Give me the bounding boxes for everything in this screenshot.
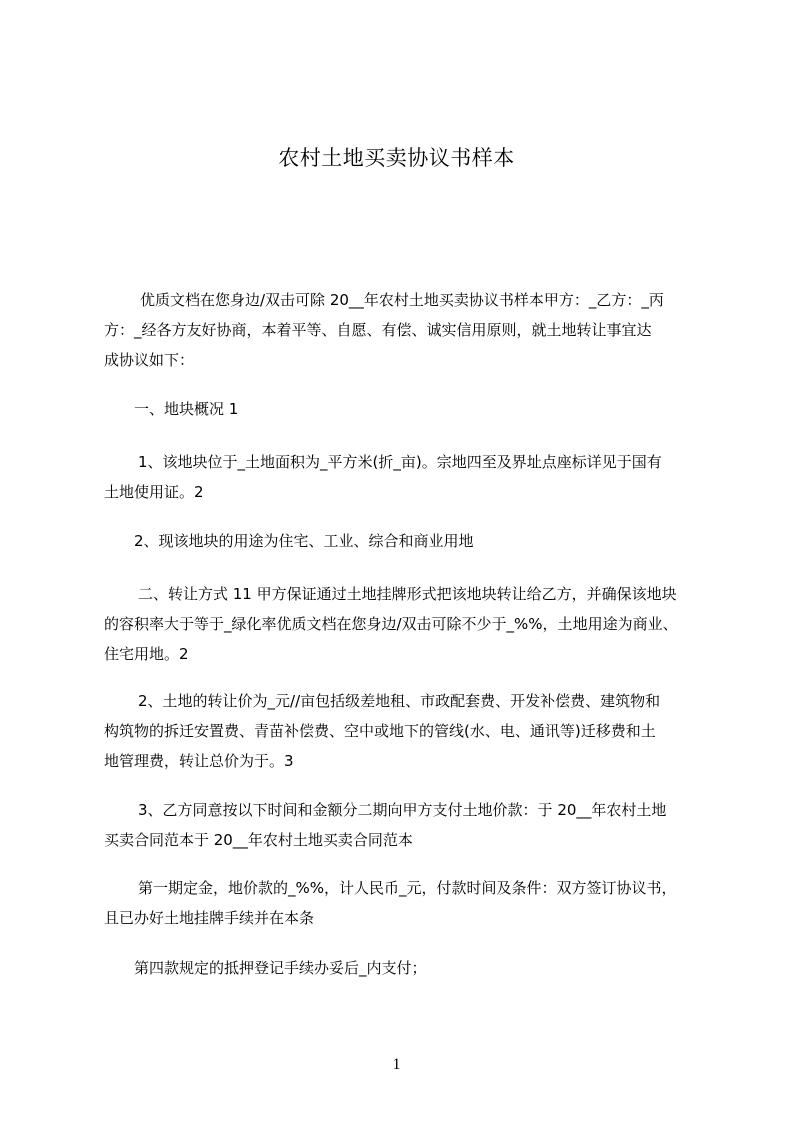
page-number: 1 xyxy=(392,1056,401,1073)
paragraph-mortgage-registration xyxy=(104,953,694,983)
paragraph-line: 地管理费，转让总价为于。3 xyxy=(104,752,294,770)
section-heading-plot-overview xyxy=(104,394,694,424)
section-heading-transfer-method xyxy=(104,579,694,669)
paragraph-line: 第四款规定的抵押登记手续办妥后_内支付； xyxy=(134,959,427,977)
document-title: 农村土地买卖协议书样本 xyxy=(278,146,515,170)
paragraph-line: 土地使用证。2 xyxy=(104,483,204,501)
paragraph-line: 1、该地块位于_土地面积为_平方米(折_亩)。宗地四至及界址点座标详见于国有 xyxy=(138,453,662,471)
paragraph-transfer-price xyxy=(104,686,694,776)
paragraph-line: 二、转让方式 11 甲方保证通过土地挂牌形式把该地块转让给乙方，并确保该地块 xyxy=(138,585,677,603)
paragraph-payment-schedule xyxy=(104,795,694,855)
paragraph-line: 且已办好土地挂牌手续并在本条 xyxy=(104,909,315,927)
paragraph-line: 2、土地的转让价为_元//亩包括级差地租、市政配套费、开发补偿费、建筑物和 xyxy=(138,692,661,710)
paragraph-preamble xyxy=(104,285,694,375)
paragraph-line: 第一期定金，地价款的_%%，计人民币_元，付款时间及条件：双方签订协议书， xyxy=(138,879,677,897)
paragraph-line: 构筑物的拆迁安置费、青苗补偿费、空中或地下的管线(水、电、通讯等)迁移费和土 xyxy=(104,722,656,740)
paragraph-first-installment xyxy=(104,873,694,933)
paragraph-line: 优质文档在您身边/双击可除 20__年农村土地买卖协议书样本甲方：_乙方：_丙 xyxy=(140,291,664,309)
paragraph-line: 方：_经各方友好协商，本着平等、自愿、有偿、诚实信用原则，就土地转让事宜达 xyxy=(104,321,652,339)
paragraph-line: 一、地块概况 1 xyxy=(134,400,239,418)
paragraph-line: 住宅用地。2 xyxy=(104,645,189,663)
paragraph-line: 成协议如下： xyxy=(104,351,195,369)
paragraph-line: 买卖合同范本于 20__年农村土地买卖合同范本 xyxy=(104,831,413,849)
paragraph-line: 2、现该地块的用途为住宅、工业、综合和商业用地 xyxy=(134,532,474,550)
paragraph-plot-location xyxy=(104,447,694,507)
paragraph-line: 的容积率大于等于_绿化率优质文档在您身边/双击可除不少于_%%，土地用途为商业、 xyxy=(104,615,678,633)
paragraph-line: 3、乙方同意按以下时间和金额分二期向甲方支付土地价款：于 20__年农村土地 xyxy=(138,801,667,819)
paragraph-plot-usage xyxy=(104,526,694,556)
